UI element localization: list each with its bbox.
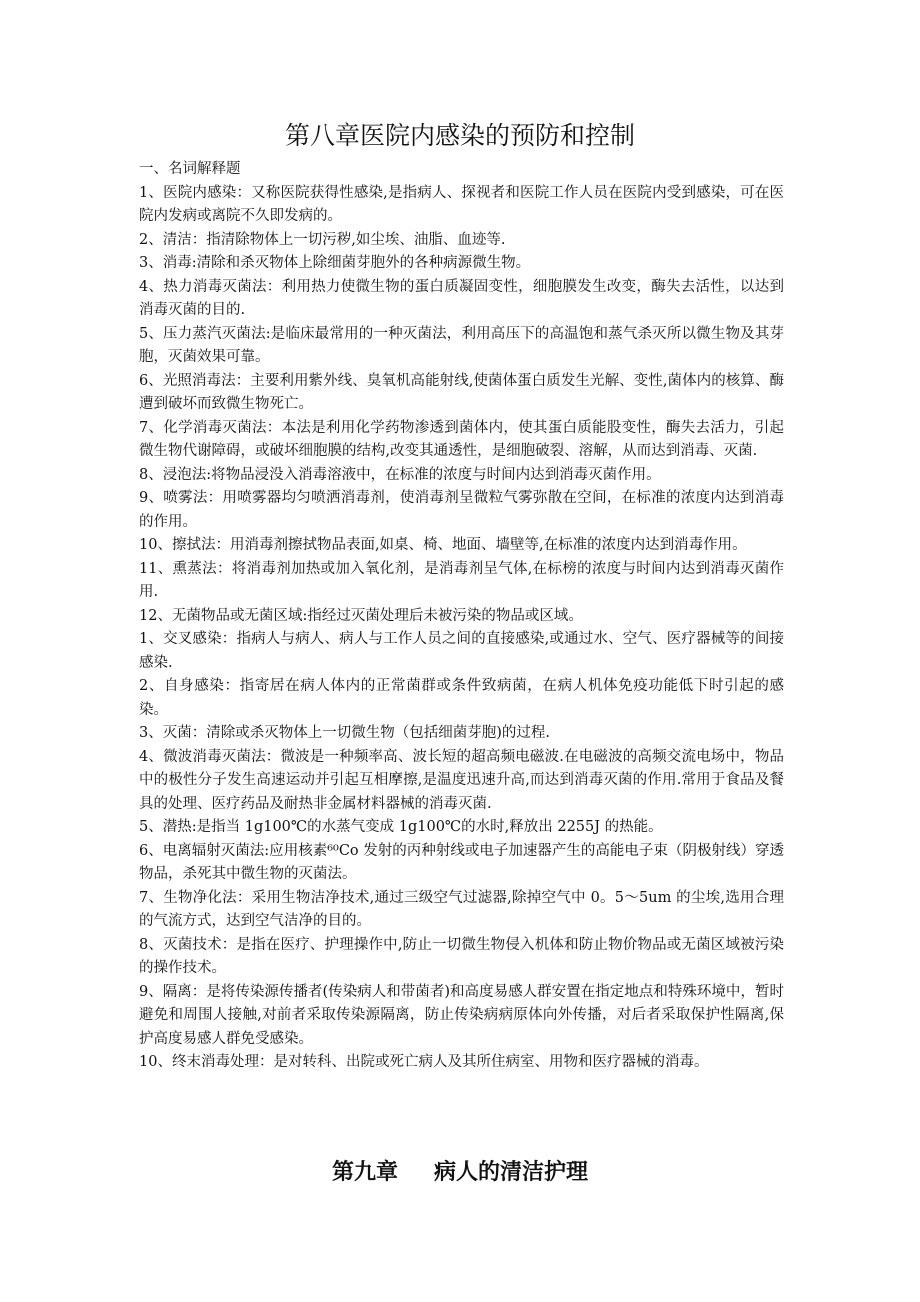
definition-entry: 3、灭菌：清除或杀灭物体上一切微生物（包括细菌芽胞)的过程. — [139, 725, 550, 741]
definition-entry: 11、熏蒸法：将消毒剂加热或加入氧化剂，是消毒剂呈气体,在标榜的浓度与时间内达到消毒灭菌作用. — [139, 560, 784, 600]
definition-entry: 7、化学消毒灭菌法：本法是利用化学药物渗透到菌体内，使其蛋白质能股变性，酶失去活力，引起微生物代谢障碍，或破坏细胞膜的结构,改变其通透性，是细胞破裂、溶解，从而达到消毒、灭菌. — [139, 419, 784, 459]
next-chapter-title: 病人的清洁护理 — [434, 1159, 589, 1185]
definition-entry: 6、光照消毒法：主要利用紫外线、臭氧机高能射线,使菌体蛋白质发生光解、变性,菌体内的核算、酶遭到破坏而致微生物死亡。 — [139, 372, 784, 412]
definition-entry: 7、生物净化法：采用生物洁净技术,通过三级空气过滤器,除掉空气中 0。5～5um 的尘埃,选用合理的气流方式，达到空气洁净的目的。 — [139, 889, 784, 929]
section-heading: 一、名词解释题 — [139, 161, 241, 177]
definition-entry: 10、擦拭法：用消毒剂擦拭物品表面,如桌、椅、地面、墙壁等,在标准的浓度内达到消毒作用。 — [139, 537, 747, 553]
definition-entry: 4、微波消毒灭菌法：微波是一种频率高、波长短的超高频电磁波.在电磁波的高频交流电场中，物品中的极性分子发生高速运动并引起互相摩擦,是温度迅速升高,而达到消毒灭菌的作用.常用于食品及餐具的处理、医疗药品及耐热非金属材料器械的消毒灭菌. — [139, 748, 784, 812]
definition-entry: 5、压力蒸汽灭菌法:是临床最常用的一种灭菌法，利用高压下的高温饱和蒸气杀灭所以微生物及其芽胞，灭菌效果可靠。 — [139, 325, 784, 365]
definition-entry: 4、热力消毒灭菌法：利用热力使微生物的蛋白质凝固变性，细胞膜发生改变，酶失去活性，以达到消毒灭菌的目的. — [139, 278, 784, 318]
next-chapter-heading — [0, 1155, 920, 1189]
definition-entry: 8、浸泡法:将物品浸没入消毒溶液中，在标准的浓度与时间内达到消毒灭菌作用。 — [139, 466, 661, 483]
definition-entry: 8、灭菌技术：是指在医疗、护理操作中,防止一切微生物侵入机体和防止物价物品或无菌区域被污染的操作技术。 — [139, 936, 784, 976]
definition-entry: 2、自身感染：指寄居在病人体内的正常菌群或条件致病菌，在病人机体免疫功能低下时引起的感染。 — [139, 678, 784, 718]
chapter-title: 第八章医院内感染的预防和控制 — [284, 121, 635, 150]
definition-entry: 1、医院内感染：又称医院获得性感染,是指病人、探视者和医院工作人员在医院内受到感染，可在医院内发病或离院不久即发病的。 — [139, 184, 784, 224]
definition-entry: 9、喷雾法：用喷雾器均匀喷洒消毒剂，使消毒剂呈微粒气雾弥散在空间，在标准的浓度内达到消毒的作用。 — [139, 490, 784, 530]
definition-entry: 12、无菌物品或无菌区域:指经过灭菌处理后未被污染的物品或区域。 — [139, 607, 583, 624]
definition-entry: 1、交叉感染：指病人与病人、病人与工作人员之间的直接感染,或通过水、空气、医疗器械等的间接感染. — [139, 631, 784, 671]
definition-entry: 2、清洁：指清除物体上一切污秽,如尘埃、油脂、血迹等. — [139, 231, 506, 248]
definition-entry: 6、电离辐射灭菌法:应用核素⁶⁰Co 发射的丙种射线或电子加速器产生的高能电子束（阴极射线）穿透物品，杀死其中微生物的灭菌法。 — [139, 842, 784, 882]
definition-entry: 3、消毒:清除和杀灭物体上除细菌芽胞外的各种病源微生物。 — [139, 255, 531, 271]
document-body — [139, 158, 784, 1075]
definition-entry: 10、终末消毒处理：是对转科、出院或死亡病人及其所住病室、用物和医疗器械的消毒。 — [139, 1054, 709, 1070]
next-chapter-number: 第九章 — [331, 1159, 398, 1185]
definition-entry: 9、隔离：是将传染源传播者(传染病人和带菌者)和高度易感人群安置在指定地点和特殊环境中，暂时避免和周围人接触,对前者采取传染源隔离，防止传染病病原体向外传播，对后者采取保护性隔离,保护高度易感人群免受感染。 — [139, 983, 784, 1047]
definition-entry: 5、潜热:是指当 1g100℃的水蒸气变成 1g100℃的水时,释放出 2255J 的热能。 — [139, 819, 663, 835]
